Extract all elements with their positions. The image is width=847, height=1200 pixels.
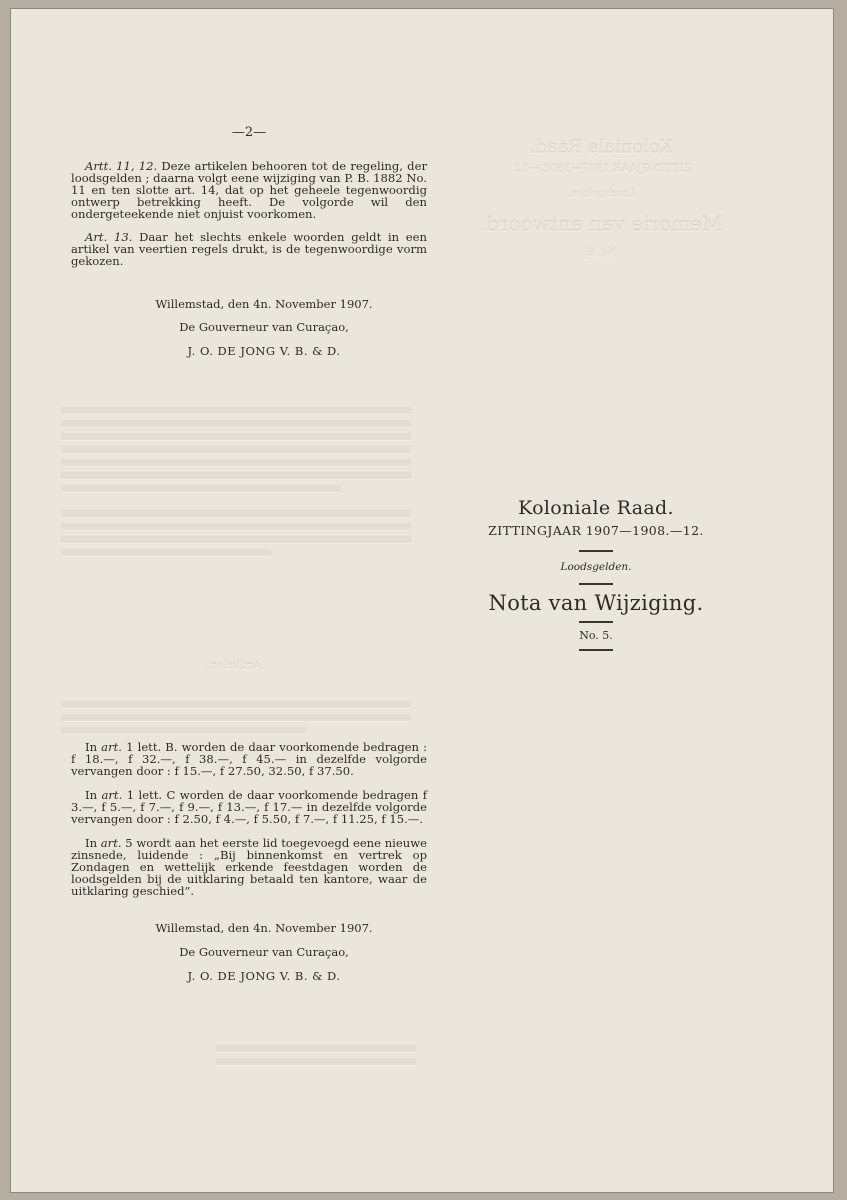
divider-rule	[579, 621, 613, 623]
cover-heading	[476, 497, 716, 651]
session-label: ZITTINGJAAR 1907—1908.—12.	[488, 523, 704, 538]
paragraph-art-13	[71, 231, 427, 267]
signature-date: Willemstad, den 4n. November 1907.	[155, 297, 373, 311]
signature-block-2	[71, 921, 427, 983]
divider-rule	[579, 583, 613, 585]
show-through-text-block	[61, 401, 411, 562]
paragraph-art-5	[71, 837, 427, 897]
article-ref: art.	[101, 788, 123, 802]
first-section-text	[71, 160, 427, 267]
show-through-text-block-3	[216, 1039, 416, 1071]
signature-date: Willemstad, den 4n. November 1907.	[155, 921, 373, 935]
ghost-council: Koloniale Raad.	[529, 137, 673, 158]
signature-name: J. O. DE JONG V. B. & D.	[187, 344, 341, 358]
paragraph-art-1-lett-b	[71, 741, 427, 777]
document-title: Nota van Wijziging.	[488, 591, 704, 615]
paragraph-art-1-lett-c	[71, 789, 427, 825]
document-page	[10, 8, 834, 1193]
divider-rule	[579, 550, 613, 552]
ghost-subject: Loodsgelden.	[567, 189, 635, 200]
subject-label: Loodsgelden.	[560, 561, 632, 573]
ghost-doc-number: No. 6.	[585, 248, 617, 259]
signature-title: De Gouverneur van Curaçao,	[179, 320, 349, 334]
paragraph-lead: In	[85, 740, 102, 754]
document-number: No. 5.	[579, 629, 613, 642]
show-through-text-block-2	[61, 695, 411, 740]
article-ref: art.	[101, 740, 122, 754]
divider-rule	[579, 649, 613, 651]
show-through-heading	[466, 137, 736, 259]
paragraph-lead: In	[85, 788, 102, 802]
ghost-doc-title: Memorie van antwoord.	[479, 212, 723, 236]
show-through-section-heading: Artikelen.	[206, 659, 261, 672]
signature-title: De Gouverneur van Curaçao,	[179, 945, 349, 959]
second-section-text	[71, 741, 427, 897]
paragraph-text: Deze artikelen behooren tot de regeling, der loodsgelden ; daarna volgt eene wijziging van P. B. 1882 No. 11 en ten slotte art. 14, dat op het geheele tegenwoordig ontwerp betrekking heeft. De volgorde wil den ondergeteekende niet onjuist voorkomen.	[71, 159, 427, 221]
article-ref: Artt. 11, 12.	[85, 159, 158, 173]
ghost-session: ZITTINGJAAR 1907—1908.—12.	[510, 162, 692, 175]
signature-name: J. O. DE JONG V. B. & D.	[187, 969, 341, 983]
article-ref: art.	[100, 836, 122, 850]
paragraph-text: 5 wordt aan het eerste lid toegevoegd eene nieuwe zinsnede, luidende : „Bij binnenkomst en vertrek op Zondagen en wettelijk erkende feestdagen worden de loodsgelden bij de uitklaring betaald ten kantore, waar de uitklaring geschied”.	[71, 836, 427, 898]
paragraph-artt-11-12	[71, 160, 427, 220]
council-name: Koloniale Raad.	[518, 497, 674, 519]
signature-block-1	[71, 297, 427, 358]
page-number: —2—	[231, 125, 267, 140]
paragraph-text: Daar het slechts enkele woorden geldt in een artikel van veertien regels drukt, is de tegenwoordige vorm gekozen.	[71, 230, 427, 268]
paragraph-text: 1 lett. C worden de daar voorkomende bedragen f 3.—, f 5.—, f 7.—, f 9.—, f 13.—, f 17.— in dezelfde volgorde vervangen door : f 2.50, f 4.—, f 5.50, f 7.—, f 11.25, f 15.—.	[71, 788, 427, 826]
article-ref: Art. 13.	[85, 230, 133, 244]
paragraph-lead: In	[85, 836, 101, 850]
paragraph-text: 1 lett. B. worden de daar voorkomende bedragen : f 18.—, f 32.—, f 38.—, f 45.— in dezelfde volgorde vervangen door : f 15.—, f 27.50, 32.50, f 37.50.	[71, 740, 427, 778]
